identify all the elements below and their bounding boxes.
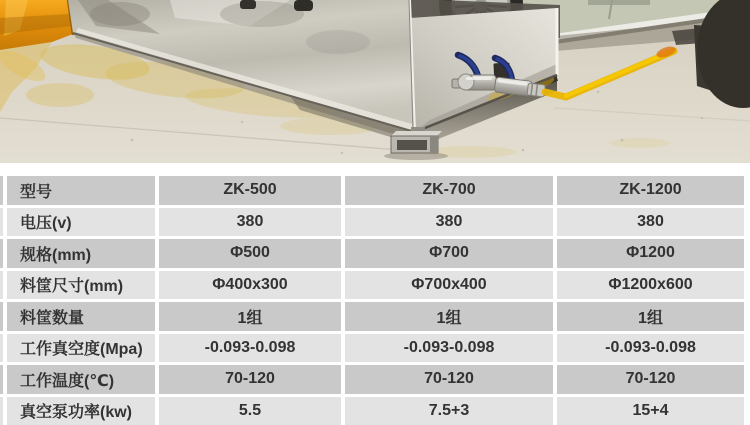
product-photo <box>0 0 750 163</box>
cell-value: 380 <box>345 208 553 237</box>
cell-value: Φ400x300 <box>159 271 341 300</box>
spec-table <box>0 176 744 425</box>
table-row <box>0 176 744 205</box>
table-row <box>0 397 744 425</box>
cell-value: ZK-500 <box>159 176 341 205</box>
table-edge-sliver <box>0 176 3 205</box>
cell-value: Φ700x400 <box>345 271 553 300</box>
cell-value: 70-120 <box>159 365 341 394</box>
table-row <box>0 271 744 300</box>
table-row <box>0 208 744 237</box>
row-label: 工作真空度(Mpa) <box>7 334 155 363</box>
table-edge-sliver <box>0 334 3 363</box>
cell-value: 70-120 <box>557 365 744 394</box>
cell-value: 380 <box>159 208 341 237</box>
table-edge-sliver <box>0 208 3 237</box>
table-edge-sliver <box>0 302 3 331</box>
cell-value: 5.5 <box>159 397 341 425</box>
cell-value: Φ500 <box>159 239 341 268</box>
row-label: 工作温度(℃) <box>7 365 155 394</box>
cell-value: Φ1200 <box>557 239 744 268</box>
row-label: 电压(v) <box>7 208 155 237</box>
cell-value: Φ1200x600 <box>557 271 744 300</box>
cell-value: 7.5+3 <box>345 397 553 425</box>
row-label: 规格(mm) <box>7 239 155 268</box>
cell-value: 1组 <box>557 302 744 331</box>
row-label: 型号 <box>7 176 155 205</box>
cell-value: -0.093-0.098 <box>345 334 553 363</box>
row-label: 料筐尺寸(mm) <box>7 271 155 300</box>
cell-value: ZK-700 <box>345 176 553 205</box>
table-row <box>0 365 744 394</box>
table-row <box>0 302 744 331</box>
row-label: 料筐数量 <box>7 302 155 331</box>
table-row <box>0 239 744 268</box>
cell-value: 380 <box>557 208 744 237</box>
top-fitting-left <box>240 0 256 9</box>
top-fitting-right <box>294 0 313 11</box>
table-row <box>0 334 744 363</box>
row-label: 真空泵功率(kw) <box>7 397 155 425</box>
cell-value: Φ700 <box>345 239 553 268</box>
cell-value: 70-120 <box>345 365 553 394</box>
table-edge-sliver <box>0 365 3 394</box>
table-edge-sliver <box>0 271 3 300</box>
cell-value: -0.093-0.098 <box>159 334 341 363</box>
cell-value: ZK-1200 <box>557 176 744 205</box>
cell-value: -0.093-0.098 <box>557 334 744 363</box>
cell-value: 1组 <box>345 302 553 331</box>
table-edge-sliver <box>0 239 3 268</box>
cell-value: 1组 <box>159 302 341 331</box>
cell-value: 15+4 <box>557 397 744 425</box>
table-edge-sliver <box>0 397 3 425</box>
